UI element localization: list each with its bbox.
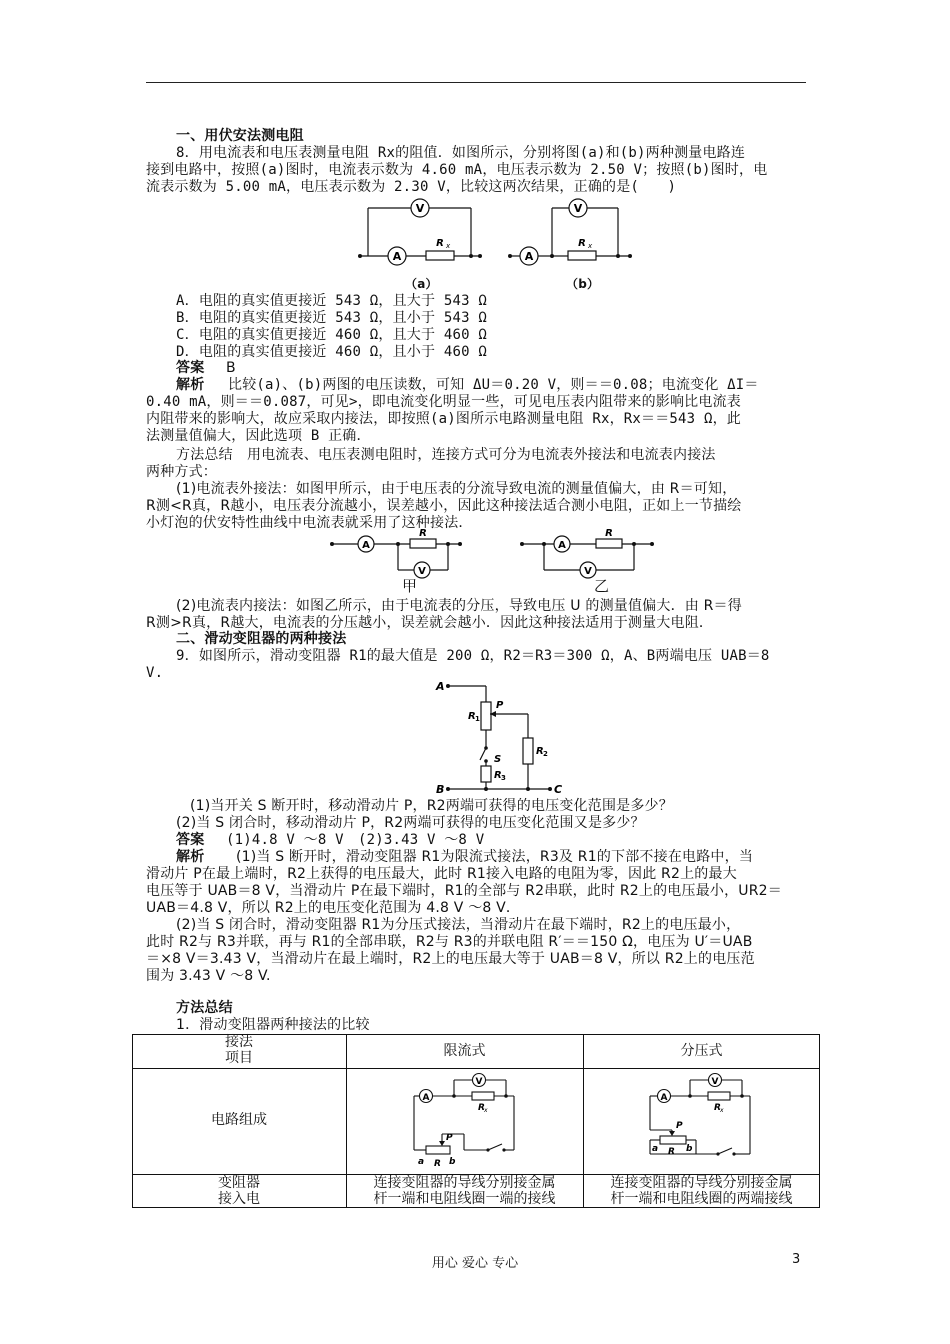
svg-text:b: b: [449, 1157, 456, 1167]
svg-text:R: R: [668, 1147, 675, 1157]
outer-line-2: R测<R真，R越小，电压表分流越小，误差越小，因此这种接法适合测小电阻，正如上一节描绘: [146, 498, 742, 514]
analysis-label-9: 解析: [176, 849, 205, 865]
page-number: 3: [792, 1252, 801, 1267]
q9-sub-2: (2)当 S 闭合时，移动滑动片 P，R2两端可获得的电压变化范围又是多少？: [176, 815, 645, 831]
svg-text:A: A: [660, 1093, 668, 1103]
analysis8-line-3: 内阻带来的影响大，故应采取内接法，即按照(a)图所示电路测量电阻 Rx，Rx＝＝543 Ω，此: [146, 411, 741, 427]
answer-value-8: B: [226, 360, 236, 376]
option-b: B．电阻的真实值更接近 543 Ω，且小于 543 Ω: [176, 310, 487, 326]
svg-text:R: R: [494, 770, 502, 781]
answer-label-9: 答案: [176, 832, 205, 848]
fig-jia-label: 甲: [402, 577, 418, 595]
comparison-table: [132, 1034, 820, 1208]
analysis9-line-5: (2)当 S 闭合时，滑动变阻器 R1为分压式接法，当滑动片在最下端时，R2上的电压最小，: [176, 917, 741, 933]
fig-a-label: （a）: [405, 277, 438, 291]
svg-text:A: A: [558, 540, 566, 551]
svg-text:A: A: [392, 250, 402, 263]
svg-text:a: a: [418, 1157, 425, 1167]
svg-text:A: A: [422, 1093, 430, 1103]
svg-text:B: B: [436, 783, 445, 796]
svg-text:R: R: [436, 238, 444, 249]
svg-text:R: R: [578, 238, 586, 249]
method-line-1: 方法总结 用电流表、电压表测电阻时，连接方式可分为电流表外接法和电流表内接法: [176, 447, 716, 463]
option-d: D．电阻的真实值更接近 460 Ω，且小于 460 Ω: [176, 344, 487, 360]
svg-text:R: R: [478, 1103, 485, 1113]
svg-text:R: R: [468, 711, 476, 722]
svg-text:a: a: [652, 1144, 659, 1154]
table-circuit-divider: [636, 1072, 766, 1172]
analysis-label-8: 解析: [176, 377, 205, 393]
page-footer: 用心 爱心 专心: [431, 1256, 519, 1271]
svg-text:R: R: [605, 528, 613, 539]
svg-text:x: x: [720, 1107, 724, 1114]
q8-line-1: 8．用电流表和电压表测量电阻 Rx的阻值．如图所示，分别将图(a)和(b)两种测量电路连: [176, 145, 746, 161]
method-summary-sub: 1．滑动变阻器两种接法的比较: [176, 1017, 370, 1033]
q8-line-3: 流表示数为 5.00 mA，电压表示数为 2.30 V，比较这两次结果，正确的是( ): [146, 179, 677, 195]
q9-line-2: V.: [146, 665, 164, 681]
option-c: C．电阻的真实值更接近 460 Ω，且大于 460 Ω: [176, 327, 487, 343]
svg-text:R: R: [714, 1103, 721, 1113]
svg-text:C: C: [554, 783, 563, 796]
svg-text:P: P: [676, 1121, 683, 1131]
circuit-figure-jia: [330, 528, 470, 588]
circuit-figure-q9: [430, 678, 570, 800]
svg-text:A: A: [436, 680, 445, 693]
svg-text:R: R: [434, 1159, 441, 1169]
svg-text:V: V: [573, 202, 583, 215]
table-row2-col2-line2: 杆一端和电阻线圈的两端接线: [610, 1191, 793, 1207]
fig-yi-label: 乙: [594, 577, 610, 595]
table-row2-col1-line2: 杆一端和电阻线圈一端的接线: [373, 1191, 556, 1207]
analysis9-line-3: 电压等于 UAB＝8 V，当滑动片 P在最下端时，R1的全部与 R2串联，此时 R2上的电压最小，UR2＝: [146, 883, 782, 899]
answer-label-8: 答案: [176, 360, 205, 376]
answer-value-9: (1)4.8 V ～8 V (2)3.43 V ～8 V: [226, 832, 485, 848]
svg-text:P: P: [446, 1133, 453, 1143]
svg-text:A: A: [362, 540, 370, 551]
table-row2-label-2: 接入电: [218, 1191, 260, 1207]
q9-sub-1: (1)当开关 S 断开时，移动滑动片 P，R2两端可获得的电压变化范围是多少？: [190, 798, 673, 814]
svg-text:x: x: [588, 242, 593, 250]
svg-text:R: R: [419, 528, 427, 539]
analysis9-line-4: UAB＝4.8 V，所以 R2上的电压变化范围为 4.8 V ～8 V．: [146, 900, 521, 916]
svg-text:V: V: [418, 566, 426, 577]
table-row-circuit-label: 电路组成: [211, 1112, 267, 1128]
svg-text:V: V: [711, 1077, 719, 1087]
outer-line-3: 小灯泡的伏安特性曲线中电流表就采用了这种接法．: [146, 515, 473, 531]
svg-text:V: V: [475, 1077, 483, 1087]
inner-line-1: (2)电流表内接法：如图乙所示，由于电流表的分压，导致电压 U 的测量值偏大．由 R＝得: [176, 598, 742, 614]
circuit-figure-yi: [520, 528, 660, 588]
table-row2-col2-line1: 连接变阻器的导线分别接金属: [610, 1175, 793, 1191]
svg-text:2: 2: [543, 750, 548, 758]
fig-b-label: （b）: [566, 277, 600, 291]
svg-text:b: b: [686, 1144, 693, 1154]
analysis8-line-4: 法测量值偏大，因此选项 B 正确．: [146, 428, 371, 444]
table-row2-label-1: 变阻器: [218, 1175, 260, 1191]
q9-line-1: 9．如图所示，滑动变阻器 R1的最大值是 200 Ω，R2＝R3＝300 Ω，A、B两端电压 UAB＝8: [176, 648, 770, 664]
section1-heading: 一、用伏安法测电阻: [176, 128, 304, 144]
svg-text:V: V: [584, 566, 592, 577]
svg-text:x: x: [484, 1107, 488, 1114]
method-summary-heading: 方法总结: [176, 1000, 233, 1016]
option-a: A．电阻的真实值更接近 543 Ω，且大于 543 Ω: [176, 293, 487, 309]
table-col-voltage-divider: 分压式: [680, 1043, 723, 1059]
table-col-current-limiting: 限流式: [443, 1043, 486, 1059]
svg-text:S: S: [494, 754, 502, 765]
analysis9-line-2: 滑动片 P在最上端时，R2上获得的电压最大，此时 R1接入电路的电阻为零，因此 R2上的最大: [146, 866, 737, 882]
header-rule: [146, 82, 806, 83]
table-circuit-limiting: [402, 1072, 532, 1172]
outer-line-1: (1)电流表外接法：如图甲所示，由于电压表的分流导致电流的测量值偏大，由 R＝可知，: [176, 481, 737, 497]
svg-text:1: 1: [475, 715, 480, 723]
svg-text:P: P: [496, 700, 504, 711]
svg-text:V: V: [415, 202, 425, 215]
table-row2-col1-line1: 连接变阻器的导线分别接金属: [373, 1175, 556, 1191]
analysis8-line-2: 0.40 mA，则＝＝0.087，可见>，即电流变化明显一些，可见电压表内阻带来的影响比电流表: [146, 394, 741, 410]
svg-text:3: 3: [501, 774, 506, 782]
svg-text:x: x: [446, 242, 451, 250]
method-line-2: 两种方式：: [146, 464, 217, 480]
analysis9-line-1: (1)当 S 断开时，滑动变阻器 R1为限流式接法，R3及 R1的下部不接在电路中，当: [236, 849, 754, 865]
analysis9-line-6: 此时 R2与 R3并联，再与 R1的全部串联，R2与 R3的并联电阻 R′＝＝150 Ω，电压为 U′＝UAB: [146, 934, 753, 950]
inner-line-2: R测>R真，R越大，电流表的分压越小，误差就会越小．因此这种接法适用于测量大电阻．: [146, 615, 714, 631]
analysis9-line-7: ＝×8 V＝3.43 V，当滑动片在最上端时，R2上的电压最大等于 UAB＝8 V，所以 R2上的电压范: [146, 951, 755, 967]
analysis9-line-8: 围为 3.43 V ～8 V.: [146, 968, 271, 984]
table-header-diag-top: 接法: [225, 1034, 253, 1050]
q8-line-2: 接到电路中，按照(a)图时，电流表示数为 4.60 mA，电压表示数为 2.50 V；按照(b)图时，电: [146, 162, 768, 178]
analysis8-line-1: 比较(a)、(b)两图的电压读数，可知 ΔU＝0.20 V，则＝＝0.08；电流变化 ΔI＝: [228, 377, 759, 393]
svg-text:A: A: [524, 250, 534, 263]
svg-text:R: R: [536, 746, 544, 757]
table-header-diag-bottom: 项目: [225, 1050, 253, 1066]
section2-heading: 二、滑动变阻器的两种接法: [176, 631, 347, 647]
